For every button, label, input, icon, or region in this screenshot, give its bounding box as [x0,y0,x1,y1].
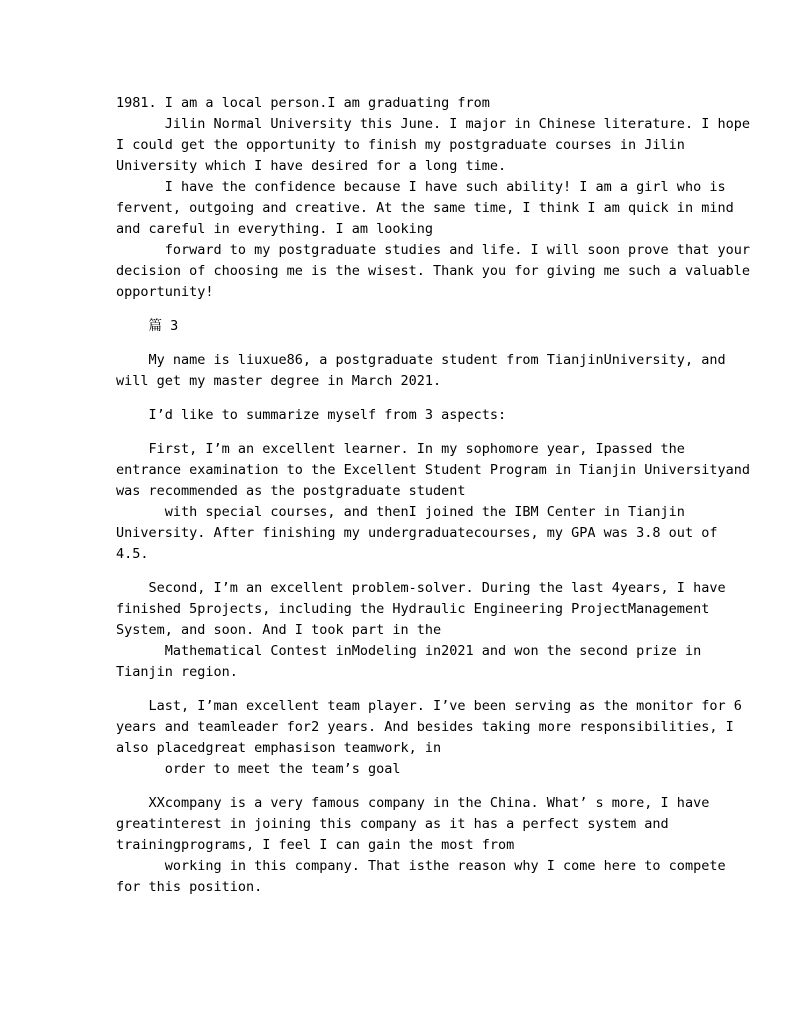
text-line: 篇 3 [116,318,179,334]
text-line: forward to my postgraduate studies and life. I will soon prove that your [116,242,750,258]
text-line: will get my master degree in March 2021. [116,373,442,389]
paragraph-name [116,350,726,392]
text-line: fervent, outgoing and creative. At the same time, I think I am quick in mind [116,200,734,216]
text-line: order to meet the team’s goal [116,761,401,777]
text-line: 4.5. [116,546,149,562]
text-line: entrance examination to the Excellent Student Program in Tianjin Universityand [116,462,750,478]
text-line: Second, I’m an excellent problem-solver. During the last 4years, I have [116,580,726,596]
text-line: trainingprograms, I feel I can gain the most from [116,837,515,853]
text-line: 1981. I am a local person.I am graduating from [116,95,490,111]
paragraph-intro [116,93,750,303]
document-page [116,93,750,898]
text-line: University. After finishing my undergraduatecourses, my GPA was 3.8 out of [116,525,718,541]
paragraph-second [116,578,726,683]
text-line: years and teamleader for2 years. And besides taking more responsibilities, I [116,719,734,735]
text-line: I could get the opportunity to finish my postgraduate courses in Jilin [116,137,685,153]
text-line: Jilin Normal University this June. I major in Chinese literature. I hope [116,116,750,132]
text-line: was recommended as the postgraduate student [116,483,466,499]
text-line: Last, I’man excellent team player. I’ve been serving as the monitor for 6 [116,698,742,714]
text-line: Tianjin region. [116,664,238,680]
text-line: and careful in everything. I am looking [116,221,433,237]
text-line: System, and soon. And I took part in the [116,622,442,638]
paragraph-first [116,439,750,565]
text-line: decision of choosing me is the wisest. Thank you for giving me such a valuable [116,263,750,279]
text-line: Mathematical Contest inModeling in2021 and won the second prize in [116,643,702,659]
text-line: University which I have desired for a long time. [116,158,507,174]
paragraph-last [116,696,742,780]
text-line: greatinterest in joining this company as it has a perfect system and [116,816,669,832]
text-line: for this position. [116,879,263,895]
text-line: I’d like to summarize myself from 3 aspects: [116,407,507,423]
text-line: finished 5projects, including the Hydraulic Engineering ProjectManagement [116,601,710,617]
text-line: First, I’m an excellent learner. In my sophomore year, Ipassed the [116,441,685,457]
text-line: I have the confidence because I have such ability! I am a girl who is [116,179,726,195]
text-line: with special courses, and thenI joined the IBM Center in Tianjin [116,504,685,520]
text-line: opportunity! [116,284,214,300]
text-line: My name is liuxue86, a postgraduate student from TianjinUniversity, and [116,352,726,368]
paragraph-company [116,793,726,898]
paragraph-summary [116,405,680,426]
text-line: also placedgreat emphasison teamwork, in [116,740,442,756]
text-line: XXcompany is a very famous company in the China. What’ s more, I have [116,795,710,811]
text-line: working in this company. That isthe reason why I come here to compete [116,858,726,874]
section-heading [116,316,680,337]
